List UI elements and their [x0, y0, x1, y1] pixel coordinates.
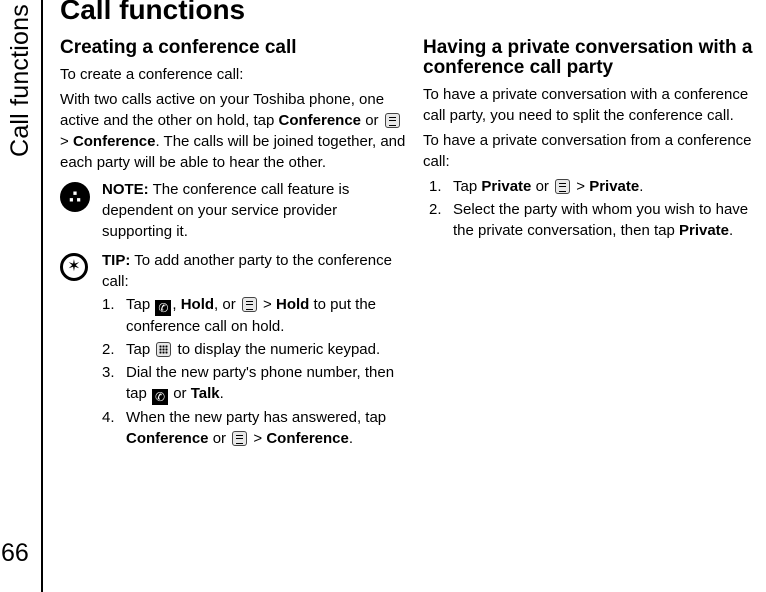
conference-call-heading: Creating a conference call	[60, 37, 297, 58]
list-item: 2. Select the party with whom you wish to have the private conversation, then tap Private.	[429, 201, 749, 239]
list-item: 4. When the new party has answered, tap Conference or > Conference.	[102, 409, 387, 447]
page-number: 66	[1, 539, 29, 567]
list-item: 3. Dial the new party's phone number, then tap ✆ or Talk.	[102, 364, 395, 404]
tip-block	[60, 250, 410, 449]
private-steps	[423, 176, 766, 241]
tip-text: TIP: To add another party to the conference call:	[102, 252, 392, 290]
note-icon: ∴	[60, 182, 90, 212]
private-conversation-heading: Having a private conversation with a conference call party	[423, 37, 753, 78]
vertical-divider	[41, 0, 43, 592]
list-item: 1. Tap ✆ , Hold, or > Hold to put the conference call on hold.	[102, 296, 377, 335]
list-item: 1. Tap Private or > Private.	[429, 178, 644, 195]
left-column	[60, 38, 410, 457]
section-label-text: Call functions	[5, 3, 34, 157]
note-block	[60, 179, 410, 242]
menu-icon	[242, 297, 257, 312]
conference-intro: To create a conference call:	[60, 66, 244, 83]
section-label	[0, 0, 40, 160]
conference-body: With two calls active on your Toshiba phone, one active and the other on hold, tap Conference or > Conference. The calls will be joined together, and each party will be able to hear the other.	[60, 91, 406, 171]
menu-icon	[385, 113, 400, 128]
phone-call-icon: ✆	[155, 300, 171, 316]
list-item: 2. Tap to display the numeric keypad.	[102, 341, 381, 358]
menu-icon	[232, 431, 247, 446]
tip-icon: ✶	[60, 253, 88, 281]
phone-call-icon: ✆	[152, 389, 168, 405]
keypad-icon	[156, 342, 171, 357]
menu-icon	[555, 179, 570, 194]
private-paragraph-1: To have a private conversation with a conference call party, you need to split the conference call.	[423, 86, 749, 124]
note-text: NOTE: The conference call feature is dependent on your service provider supporting it.	[102, 181, 350, 240]
private-paragraph-2: To have a private conversation from a conference call:	[423, 132, 752, 170]
tip-steps	[102, 294, 410, 449]
page-title: Call functions	[60, 0, 246, 25]
right-column	[423, 38, 766, 243]
